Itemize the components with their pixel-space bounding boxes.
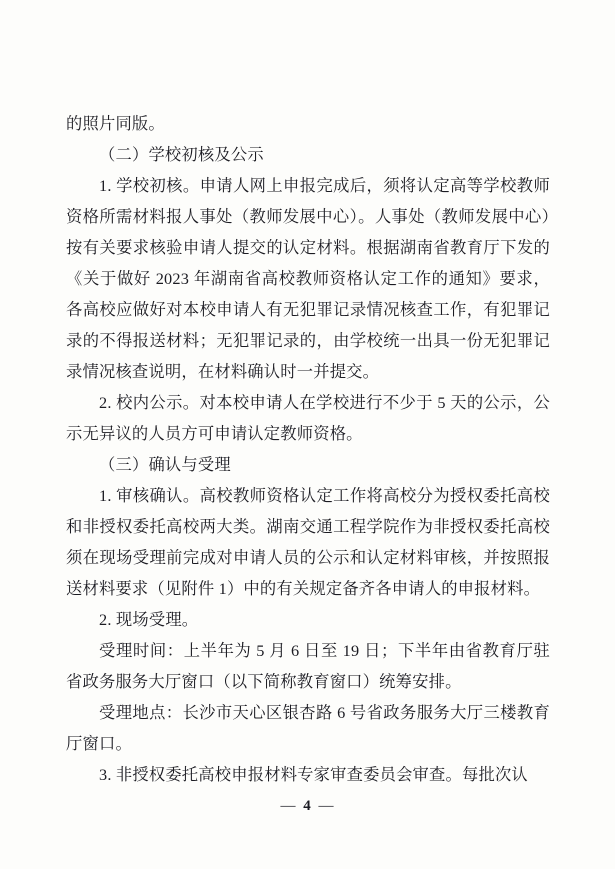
body-paragraph-expert-committee-review: 3. 非授权委托高校申报材料专家审查委员会审查。每批次认	[99, 765, 528, 784]
body-paragraph-campus-publicity: 2. 校内公示。对本校申请人在学校进行不少于 5 天的公示，公示无异议的人员方可申请认定教师资格。	[66, 393, 550, 443]
body-paragraph-onsite-acceptance: 2. 现场受理。	[99, 610, 199, 629]
body-paragraph-review-confirmation: 1. 审核确认。高校教师资格认定工作将高校分为授权委托高校和非授权委托高校两大类。湖南交通工程学院作为非授权委托高校须在现场受理前完成对申请人员的公示和认定材料审核，并按照报送材料要求（见附件 1）中的有关规定备齐各申请人的申报材料。	[66, 486, 550, 598]
page-number: 4	[303, 798, 312, 814]
footer-dash-right: —	[318, 798, 335, 814]
body-paragraph-acceptance-time: 受理时间：上半年为 5 月 6 日至 19 日；下半年由省教育厅驻省政务服务大厅窗口（以下简称教育窗口）统筹安排。	[66, 641, 550, 691]
body-paragraph-photo-same-version: 的照片同版。	[66, 114, 165, 133]
heading-section-three: （三）确认与受理	[99, 455, 231, 474]
heading-section-two: （二）学校初核及公示	[99, 145, 264, 164]
page-body	[66, 108, 550, 790]
footer-dash-left: —	[280, 798, 297, 814]
page-footer	[0, 798, 615, 815]
body-paragraph-school-initial-review: 1. 学校初核。申请人网上申报完成后，须将认定高等学校教师资格所需材料报人事处（教师发展中心）。人事处（教师发展中心）按有关要求核验申请人提交的认定材料。根据湖南省教育厅下发的《关于做好 2023 年湖南省高校教师资格认定工作的通知》要求，各高校应做好对本校申请人有无犯罪记录情况核查工作，有犯罪记录的不得报送材料；无犯罪记录的，由学校统一出具一份无犯罪记录情况核查说明，在材料确认时一并提交。	[66, 176, 550, 381]
body-paragraph-acceptance-location: 受理地点：长沙市天心区银杏路 6 号省政务服务大厅三楼教育厅窗口。	[66, 703, 550, 753]
